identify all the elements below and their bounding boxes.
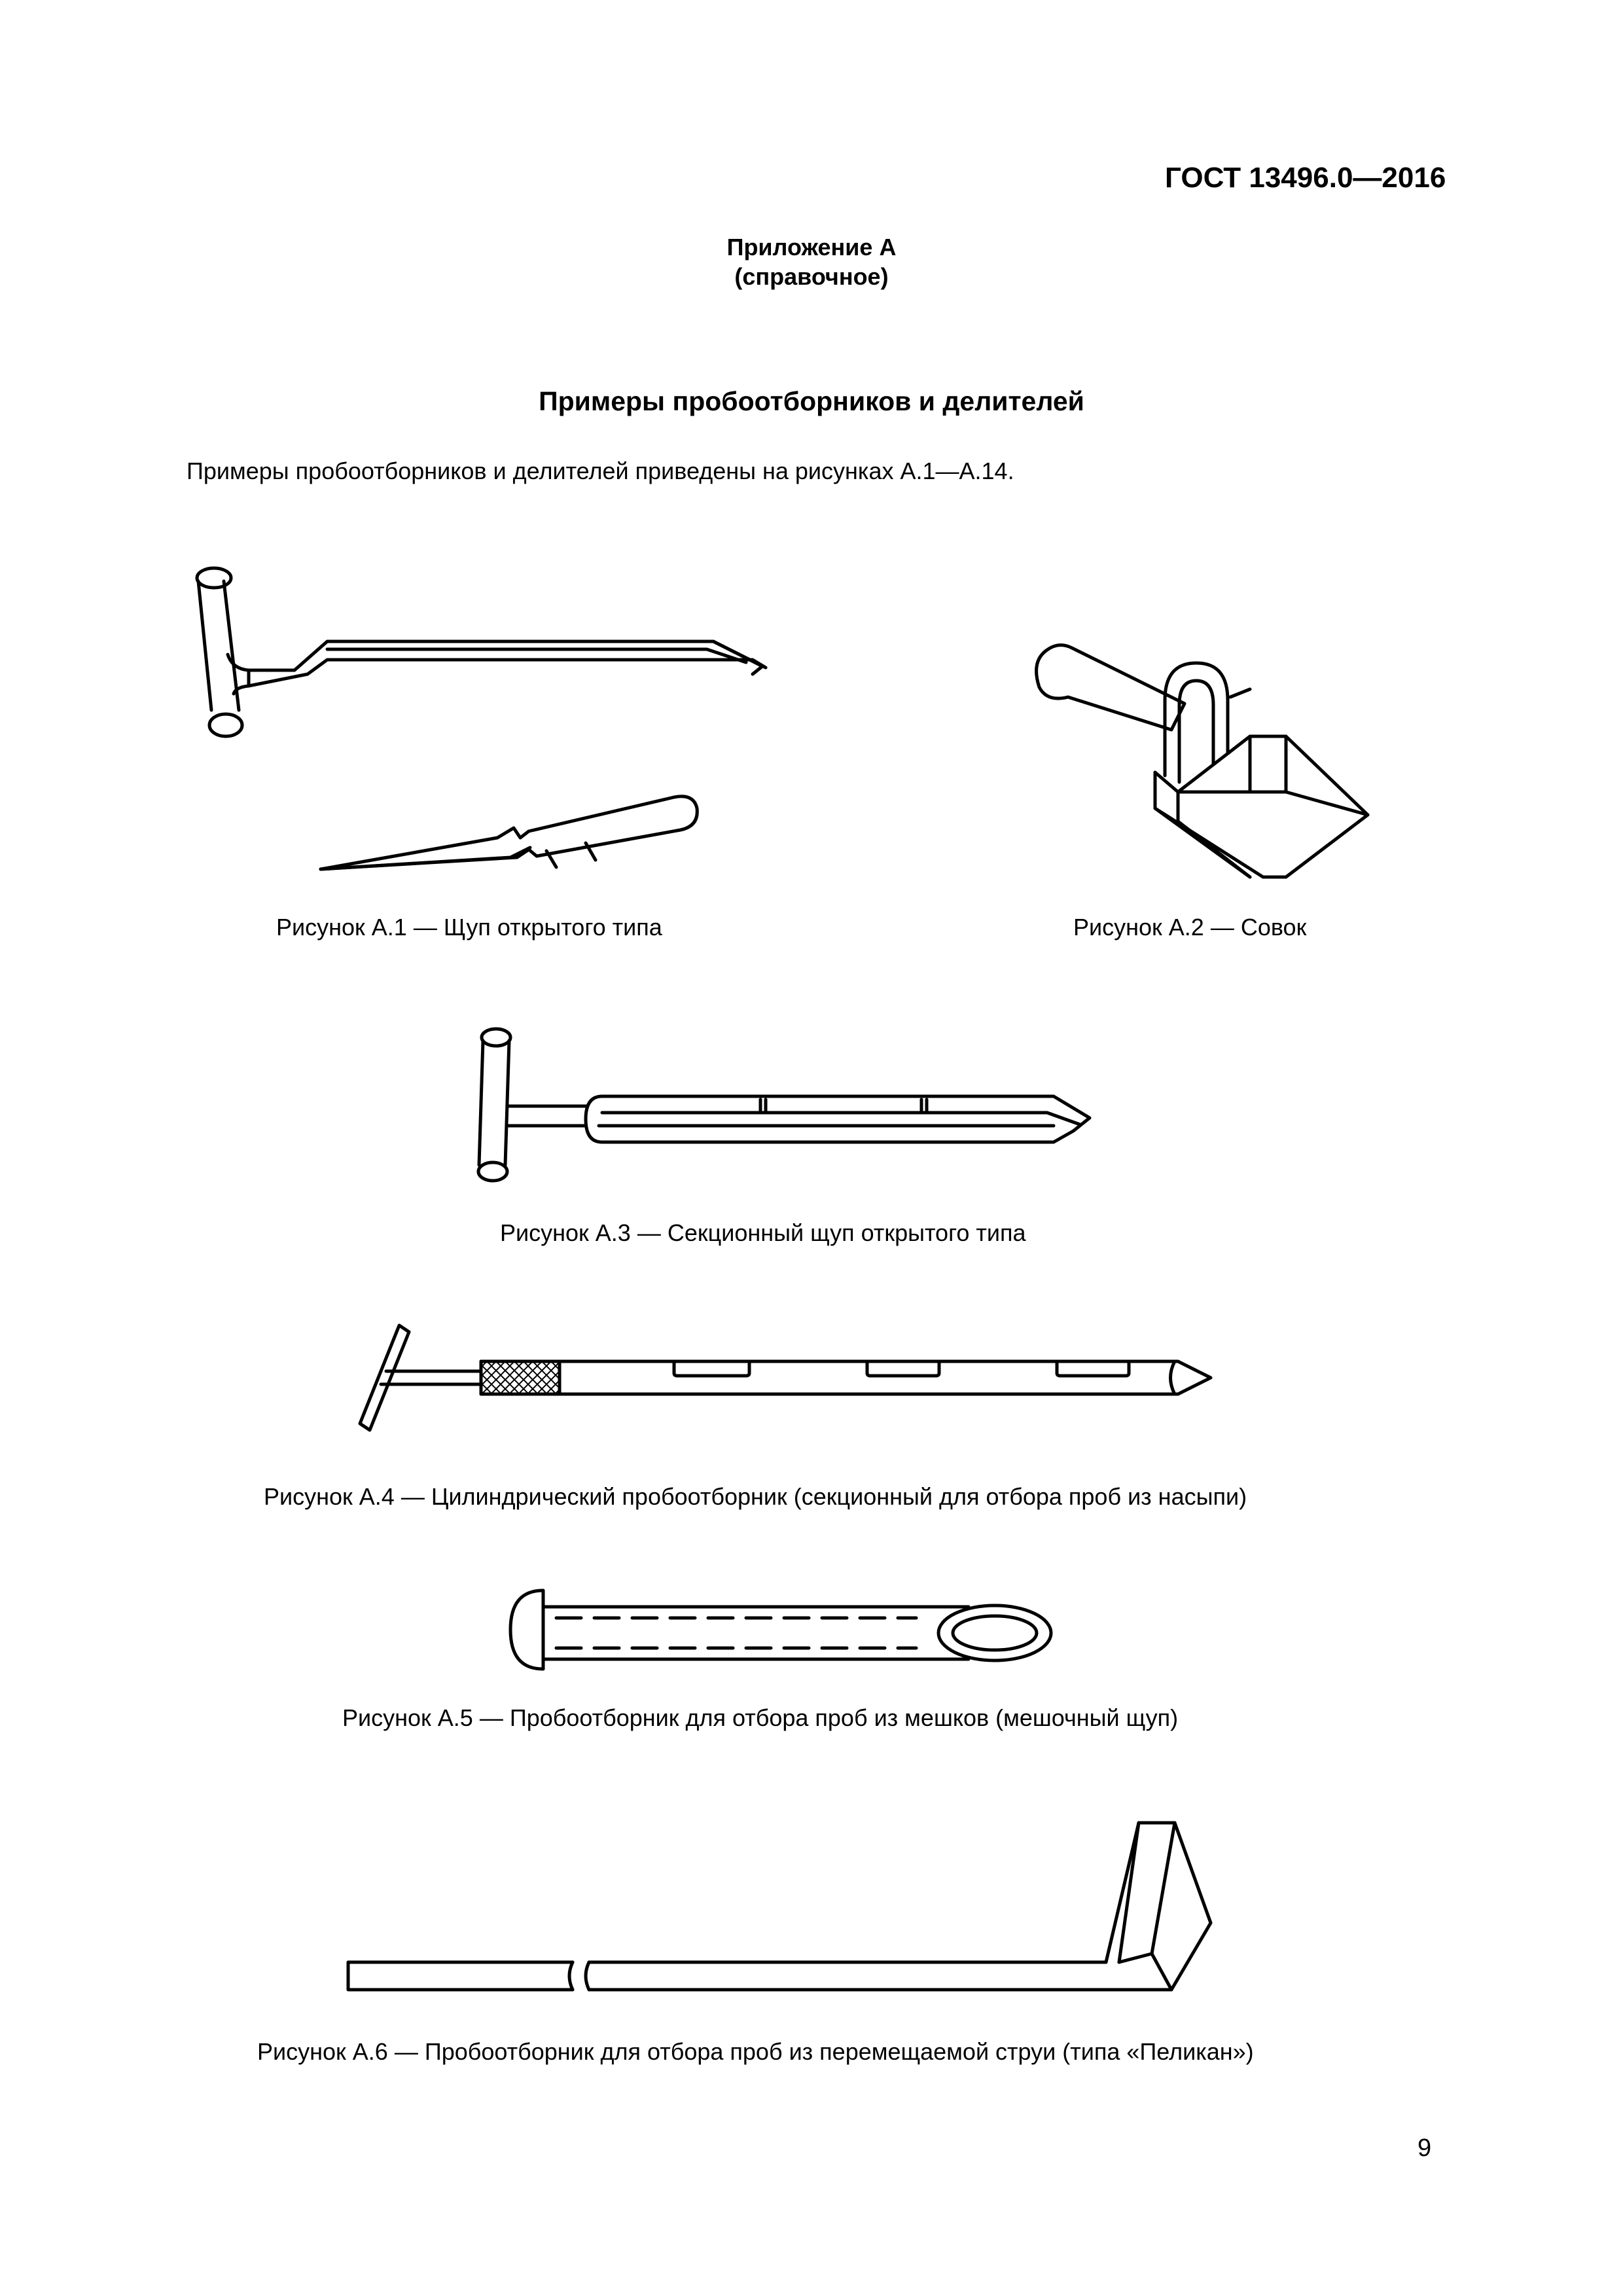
appendix-title: Приложение А bbox=[726, 234, 897, 260]
figure-caption: Рисунок А.3 — Секционный щуп открытого типа bbox=[500, 1219, 1026, 1246]
standard-header: ГОСТ 13496.0—2016 bbox=[1165, 162, 1446, 194]
figure-caption: Рисунок А.6 — Пробоотборник для отбора проб из перемещаемой струи (типа «Пеликан») bbox=[257, 2038, 1254, 2065]
sectional-probe-drawing bbox=[452, 1021, 1113, 1191]
appendix-status: (справочное) bbox=[734, 263, 889, 290]
section-intro: Примеры пробоотборников и делителей приведены на рисунках А.1—А.14. bbox=[187, 457, 1014, 484]
scoop-drawing bbox=[1027, 632, 1381, 887]
cylindrical-sampler-drawing bbox=[340, 1316, 1230, 1440]
section-heading: Примеры пробоотборников и делителей bbox=[539, 386, 1084, 416]
bag-probe-drawing bbox=[497, 1584, 1067, 1682]
pelican-sampler-drawing bbox=[340, 1806, 1270, 1996]
page-number: 9 bbox=[1418, 2134, 1432, 2162]
open-probe-drawing bbox=[170, 550, 785, 890]
figure-caption: Рисунок А.4 — Цилиндрический пробоотборник (секционный для отбора проб из насыпи) bbox=[264, 1483, 1247, 1510]
figure-caption: Рисунок А.1 — Щуп открытого типа bbox=[276, 914, 662, 941]
figure-caption: Рисунок А.2 — Совок bbox=[1073, 914, 1307, 941]
figure-caption: Рисунок А.5 — Пробоотборник для отбора проб из мешков (мешочный щуп) bbox=[342, 1704, 1179, 1731]
